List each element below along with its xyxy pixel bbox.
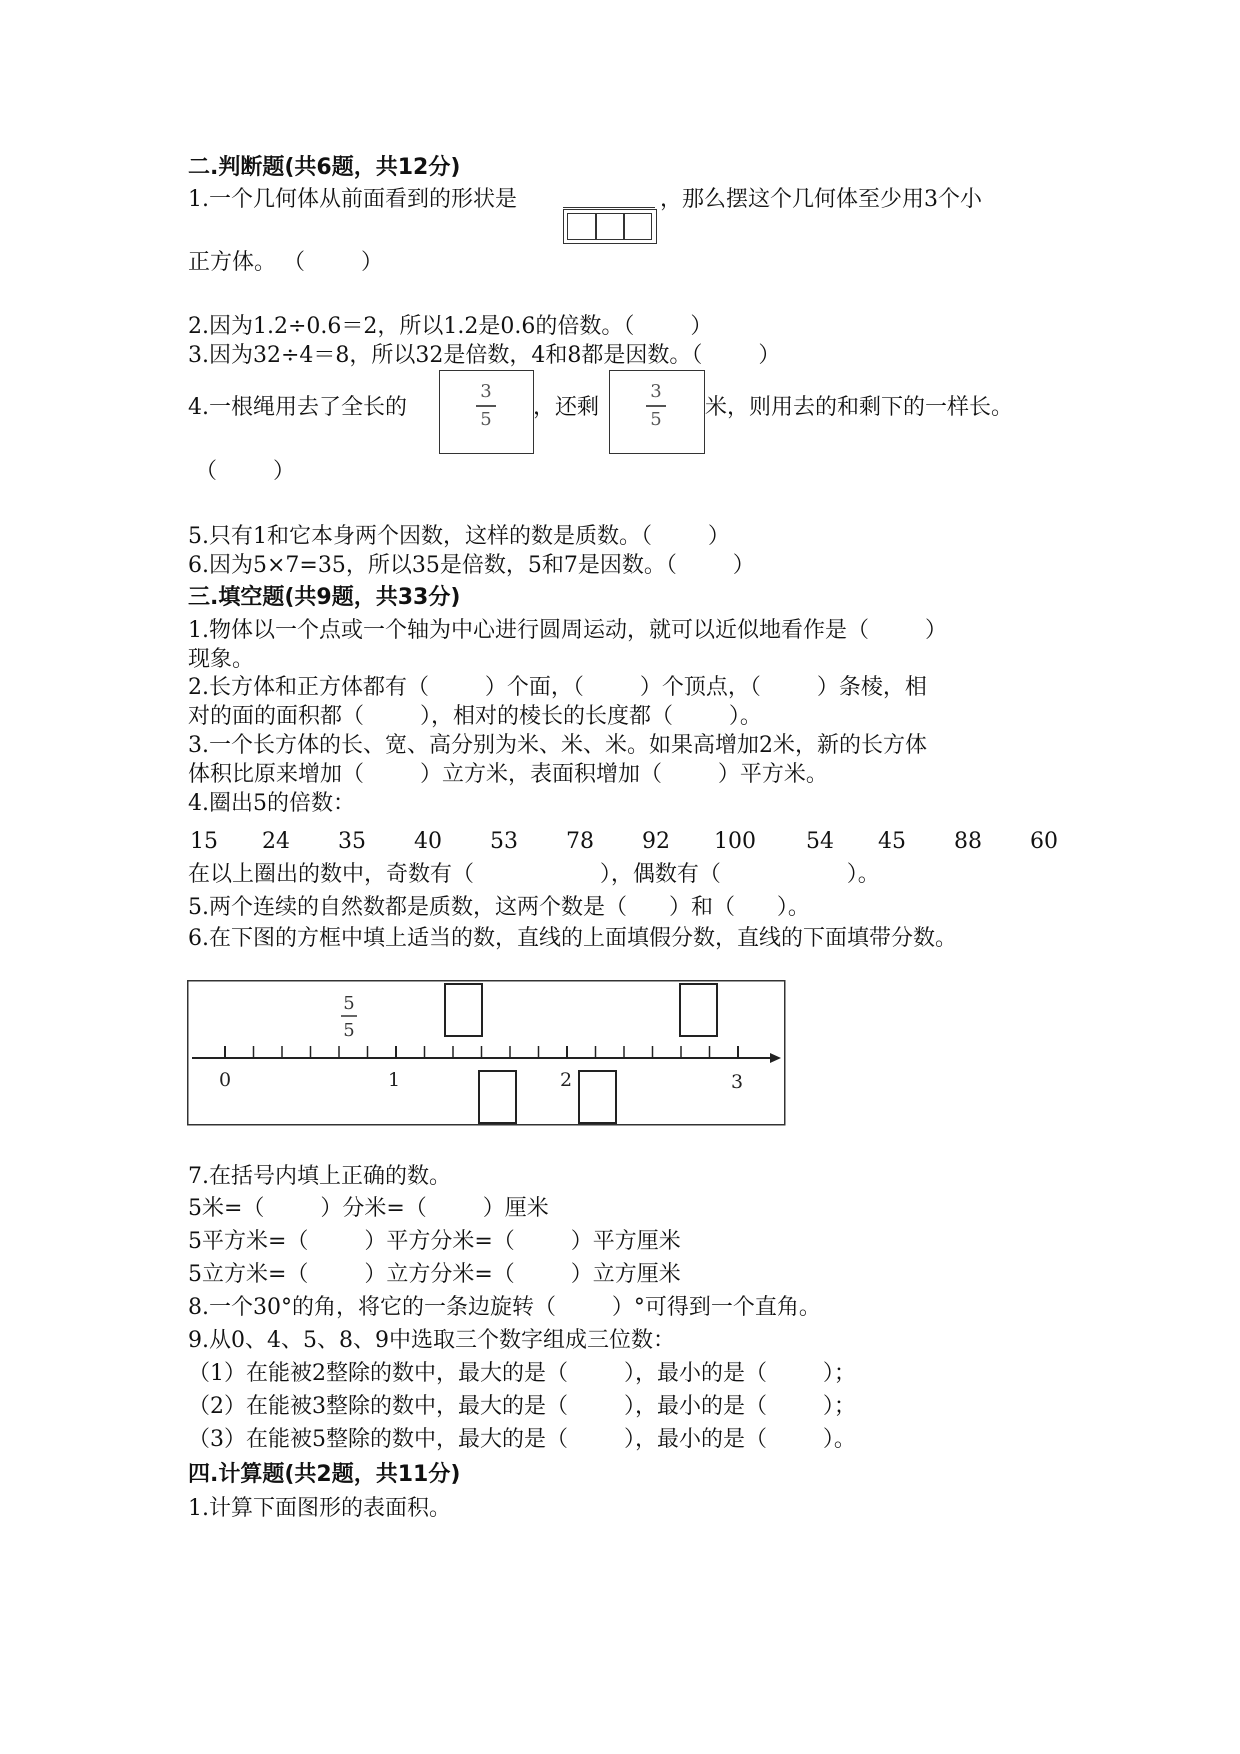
s2-q2: 2.因为1.2÷0.6＝2，所以1.2是0.6的倍数。（ ）: [188, 314, 713, 339]
s3-q9-1: （1）在能被2整除的数中，最大的是（ ），最小的是（ ）；: [188, 1361, 856, 1386]
number-item: 92: [642, 829, 670, 854]
answer-box-below-2: [579, 1071, 616, 1123]
s2-q4-text-a: 4.一根绳用去了全长的: [188, 395, 407, 420]
s3-q2-a: 2.长方体和正方体都有（ ）个面，（ ）个顶点，（ ）条棱，相: [188, 675, 927, 700]
s3-q7-a: 5米=（ ）分米=（ ）厘米: [188, 1196, 549, 1221]
three-cube-blank-line: [563, 207, 655, 208]
s3-q4: 4.圈出5的倍数：: [188, 791, 355, 816]
s3-q7-b: 5平方米=（ ）平方分米=（ ）平方厘米: [188, 1229, 681, 1254]
frac-denominator: 5: [343, 1020, 355, 1041]
number-line-arrow: [770, 1053, 781, 1063]
s2-q4-frac2-num: 3: [650, 381, 662, 402]
s2-q1-text-c: 正方体。 （ ）: [188, 250, 383, 275]
section2-heading: 二.判断题(共6题，共12分): [188, 155, 461, 180]
answer-box-above-1: [445, 984, 482, 1036]
s2-q4-frac1-bar: [476, 405, 496, 407]
number-item: 24: [262, 829, 290, 854]
answer-box-below-1: [479, 1071, 516, 1123]
axis-label-3: 3: [730, 1071, 744, 1093]
number-item: 35: [338, 829, 366, 854]
s3-q8: 8.一个30°的角，将它的一条边旋转（ ）°可得到一个直角。: [188, 1295, 821, 1320]
s4-q1: 1.计算下面图形的表面积。: [188, 1496, 451, 1521]
s3-q9-3: （3）在能被5整除的数中，最大的是（ ），最小的是（ ）。: [188, 1427, 856, 1452]
s2-q1-text-a: 1.一个几何体从前面看到的形状是: [188, 187, 517, 212]
number-item: 53: [490, 829, 518, 854]
s3-q3-b: 体积比原来增加（ ）立方米，表面积增加（ ）平方米。: [188, 762, 828, 787]
axis-label-1: 1: [387, 1069, 401, 1091]
s3-q2-b: 对的面的面积都（ ），相对的棱长的长度都（ ）。: [188, 704, 762, 729]
s2-q1-text-b: ，那么摆这个几何体至少用3个小: [660, 187, 982, 212]
s3-q1-a: 1.物体以一个点或一个轴为中心进行圆周运动，就可以近似地看作是（ ）: [188, 618, 947, 643]
s3-q6: 6.在下图的方框中填上适当的数，直线的上面填假分数，直线的下面填带分数。: [188, 926, 957, 951]
number-line-ticks: [225, 1046, 738, 1058]
s3-q3-a: 3.一个长方体的长、宽、高分别为米、米、米。如果高增加2米，新的长方体: [188, 733, 927, 758]
number-item: 78: [566, 829, 594, 854]
number-item: 54: [806, 829, 834, 854]
s2-q5: 5.只有1和它本身两个因数，这样的数是质数。（ ）: [188, 524, 730, 549]
number-item: 15: [190, 829, 218, 854]
axis-label-0: 0: [218, 1069, 232, 1091]
s2-q4-text-c: 米，则用去的和剩下的一样长。: [705, 395, 1014, 420]
s3-q9: 9.从0、4、5、8、9中选取三个数字组成三位数：: [188, 1328, 675, 1353]
answer-box-above-2: [680, 984, 717, 1036]
s2-q4-frac1-num: 3: [480, 381, 492, 402]
s2-q4-frac1-den: 5: [480, 409, 492, 430]
number-line-figure: [187, 980, 786, 1126]
s3-q4-b: 在以上圈出的数中，奇数有（ ），偶数有（ ）。: [188, 862, 880, 887]
section4-heading: 四.计算题(共2题，共11分): [188, 1462, 461, 1487]
s2-q4-text-b: ，还剩: [533, 395, 600, 420]
s3-q5: 5.两个连续的自然数都是质数，这两个数是（ ）和（ ）。: [188, 895, 810, 920]
s3-q9-2: （2）在能被3整除的数中，最大的是（ ），最小的是（ ）；: [188, 1394, 856, 1419]
s3-q7-c: 5立方米=（ ）立方分米=（ ）立方厘米: [188, 1262, 681, 1287]
three-cube-front-view: [563, 209, 657, 244]
number-item: 100: [714, 829, 756, 854]
number-item: 88: [954, 829, 982, 854]
s3-q7: 7.在括号内填上正确的数。: [188, 1164, 451, 1189]
s3-q4-number-row: [0, 828, 1240, 858]
number-item: 40: [414, 829, 442, 854]
s3-q1-b: 现象。: [188, 647, 255, 672]
number-item: 45: [878, 829, 906, 854]
frac-numerator: 5: [343, 993, 355, 1014]
section3-heading: 三.填空题(共9题，共33分): [188, 585, 461, 610]
s2-q6: 6.因为5×7=35，所以35是倍数，5和7是因数。（ ）: [188, 553, 755, 578]
axis-label-2: 2: [559, 1069, 573, 1091]
s2-q3: 3.因为32÷4＝8，所以32是倍数，4和8都是因数。（ ）: [188, 343, 781, 368]
s2-q4-paren: （ ）: [195, 459, 295, 484]
number-item: 60: [1030, 829, 1058, 854]
s2-q4-frac2-bar: [646, 405, 666, 407]
s2-q4-frac2-den: 5: [650, 409, 662, 430]
